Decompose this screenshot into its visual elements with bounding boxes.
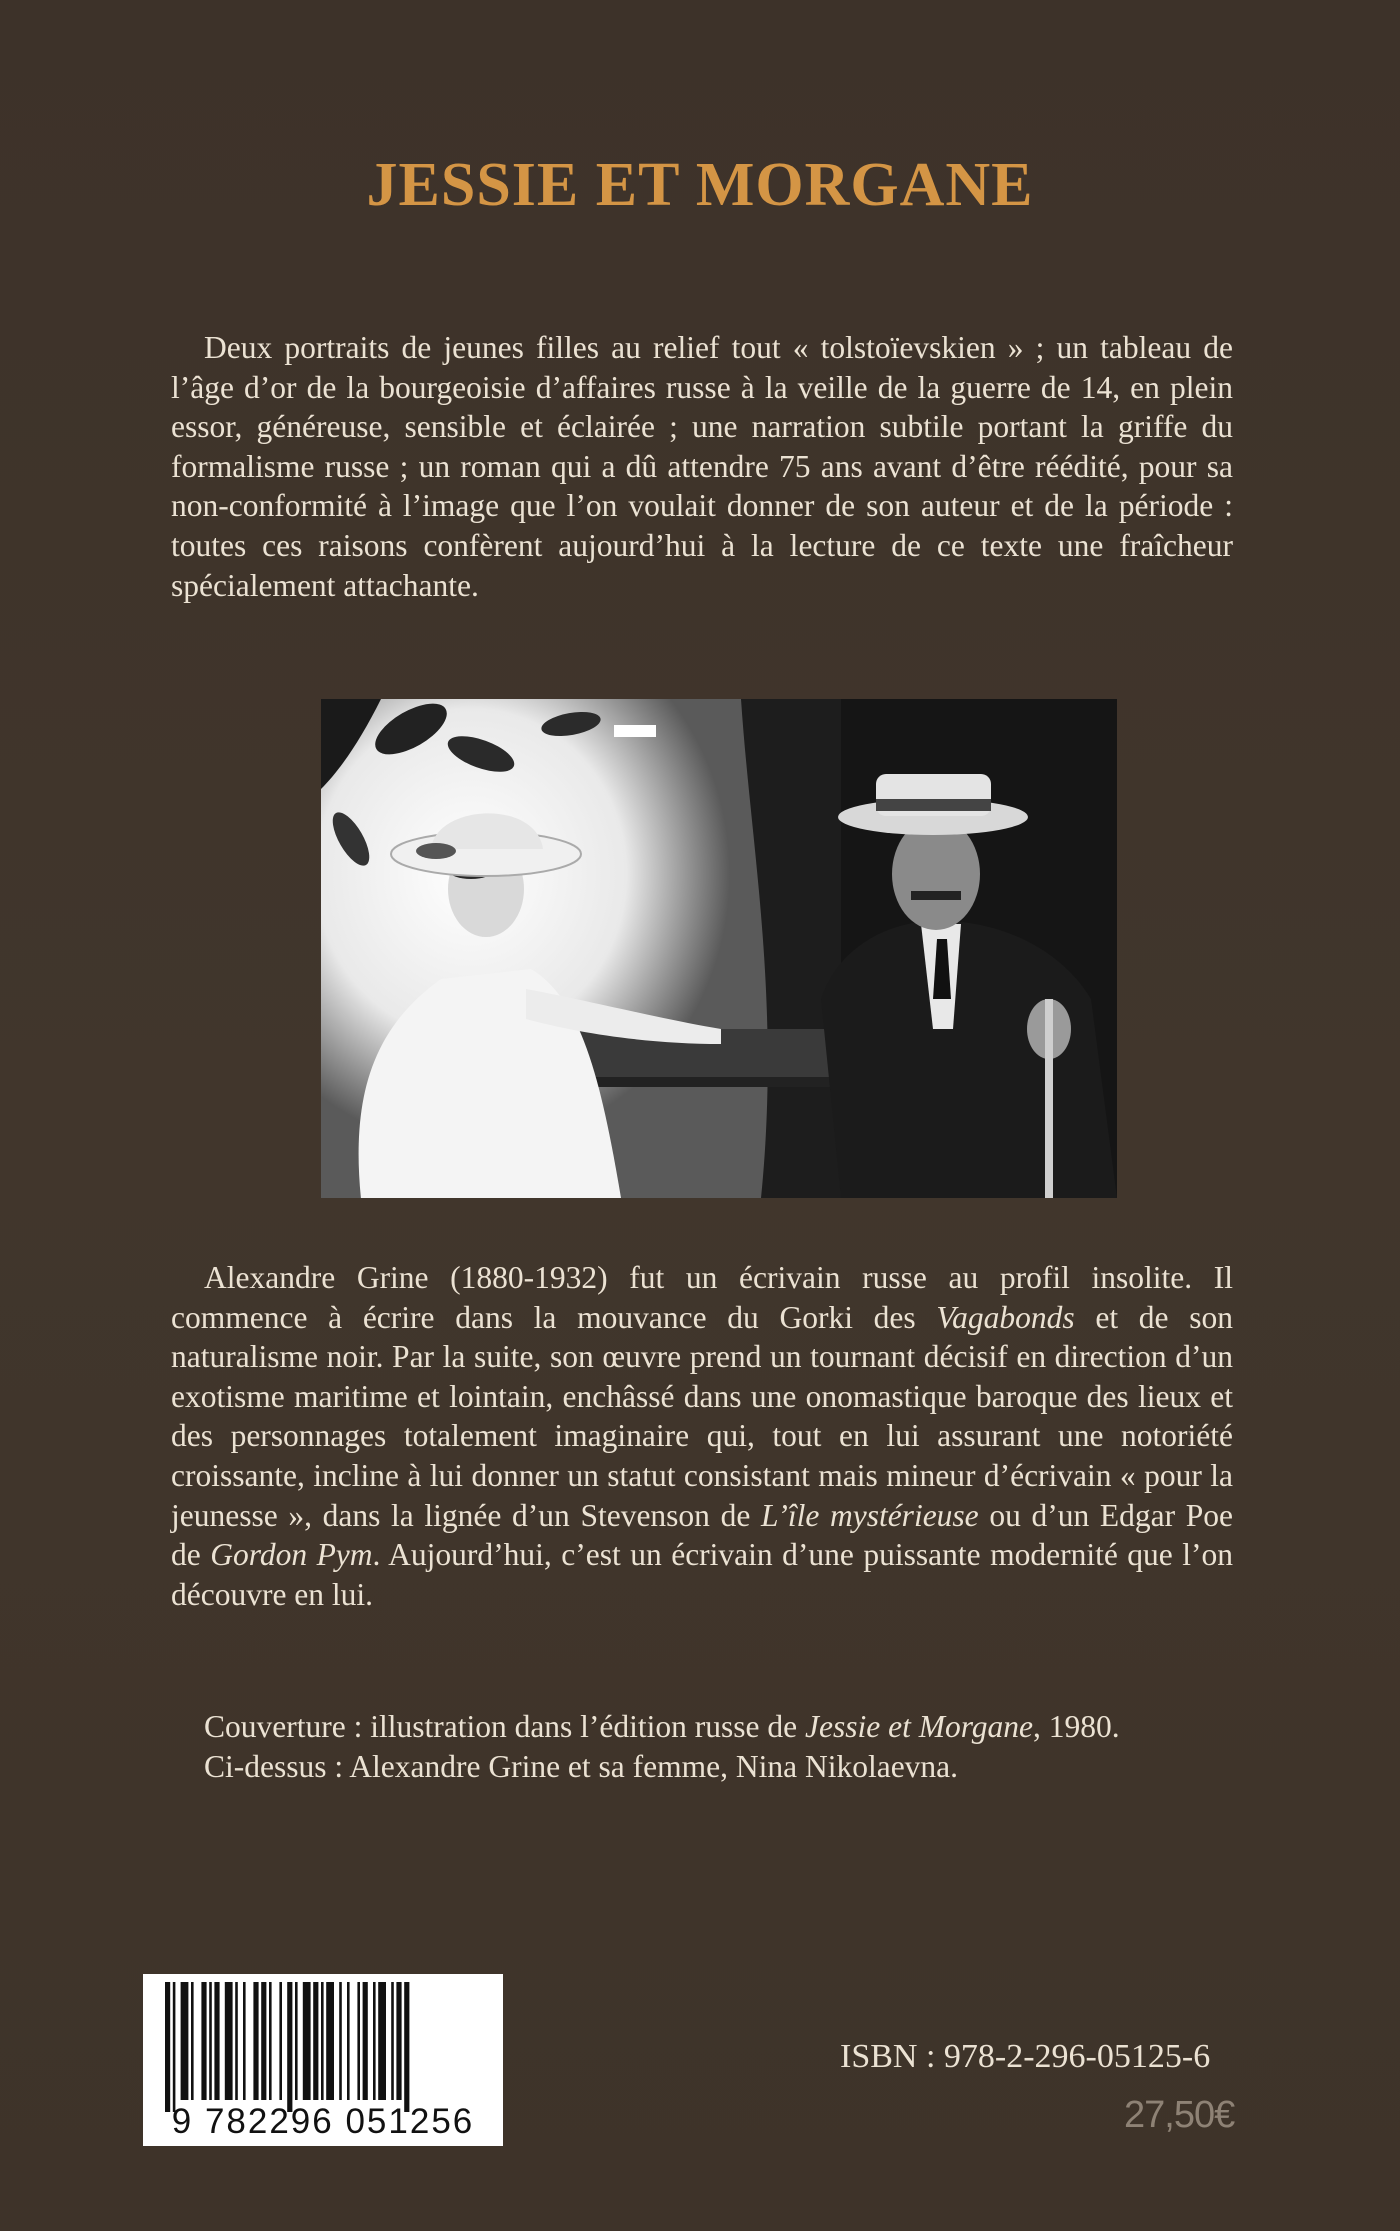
cover-caption-suffix: , 1980. [1033, 1709, 1120, 1744]
barcode-bar [373, 1982, 376, 2100]
barcode-bar [279, 1982, 282, 2100]
barcode-bar [181, 1982, 189, 2100]
barcode-bar [214, 1982, 219, 2100]
barcode-bar [347, 1982, 350, 2100]
barcode-bar [404, 1982, 409, 2112]
barcode-bar [253, 1982, 258, 2100]
barcode-bar [261, 1982, 266, 2100]
barcode-bar [243, 1982, 246, 2100]
barcode-bar [303, 1982, 311, 2100]
barcode-bar [287, 1982, 292, 2112]
author-bio-italic-ile: L’île mystérieuse [760, 1497, 979, 1533]
barcode-bar [201, 1982, 206, 2100]
barcode-digits: 9 782296 051256 [171, 2102, 475, 2141]
author-bio-text-2: et de son naturalisme noir. Par la suite, son œuvre prend un tournant décisif en direction d’un exotisme maritime et lointain, enchâssé dans une onomastique baroque des lieux et des personnages totalement imaginaire qui, tout en lui assurant une notoriété croissante, incline à lui donner un statut consistant mais mineur d’écrivain « pour la jeunesse », dans la lignée d’un Stevenson de [171, 1299, 1233, 1533]
summary-text: Deux portraits de jeunes filles au relief tout « tolstoïevskien » ; un tableau de l’âge d’or de la bourgeoisie d’affaires russe à la veille de la guerre de 14, en plein essor, généreuse, sensible et éclairée ; une narration subtile portant la griffe du formalisme russe ; un roman qui a dû attendre 75 ans avant d’être réédité, pour sa non-conformité à l’image que l’on voulait donner de son auteur et de la période : toutes ces raisons confèrent aujourd’hui à la lecture de ce texte une fraîcheur spécialement attachante. [171, 330, 1233, 603]
captions [204, 1707, 1120, 1786]
barcode-bar [235, 1982, 238, 2100]
book-title: JESSIE ET MORGANE [366, 151, 1034, 219]
photo-caption: Ci-dessus : Alexandre Grine et sa femme, Nina Nikolaevna. [204, 1748, 959, 1784]
barcode-bar [295, 1982, 298, 2100]
barcode-bar [339, 1982, 342, 2100]
barcode-bar [313, 1982, 318, 2100]
barcode-bar [378, 1982, 386, 2100]
barcode-bar [396, 1982, 401, 2100]
summary-paragraph [171, 328, 1233, 605]
barcode-bar [357, 1982, 360, 2100]
author-photo [321, 699, 1117, 1198]
barcode [143, 1974, 503, 2146]
author-bio-italic-gordon: Gordon Pym [210, 1537, 373, 1573]
cover-caption [204, 1707, 1120, 1747]
barcode-bar [225, 1982, 233, 2100]
barcode-bar [165, 1982, 170, 2112]
isbn: ISBN : 978-2-296-05125-6 [840, 2038, 1211, 2075]
barcode-bar [269, 1982, 272, 2100]
cover-caption-title: Jessie et Morgane [805, 1709, 1034, 1744]
author-bio-text-1: Alexandre Grine (1880-1932) fut un écrivain russe au profil insolite. Il commence à écrire dans la mouvance du Gorki des [171, 1260, 1233, 1335]
author-bio-text-3: ou d’un Edgar Poe de [171, 1497, 1233, 1573]
barcode-bar [326, 1982, 334, 2100]
price: 27,50€ [1124, 2094, 1235, 2136]
cover-caption-text: Couverture : illustration dans l’édition russe de [204, 1709, 806, 1744]
author-and-wife-photo-image [321, 699, 1117, 1198]
barcode-bar [173, 1982, 176, 2112]
barcode-bar [191, 1982, 194, 2100]
author-bio-italic-vagabonds: Vagabonds [936, 1299, 1075, 1335]
barcode-bar [391, 1982, 394, 2100]
author-bio-text-4: . Aujourd’hui, c’est un écrivain d’une puissante modernité que l’on découvre en lui. [171, 1537, 1234, 1612]
barcode-bar [321, 1982, 324, 2100]
barcode-bar [363, 1982, 368, 2100]
barcode-bar [209, 1982, 212, 2100]
author-bio-paragraph [171, 1258, 1233, 1614]
